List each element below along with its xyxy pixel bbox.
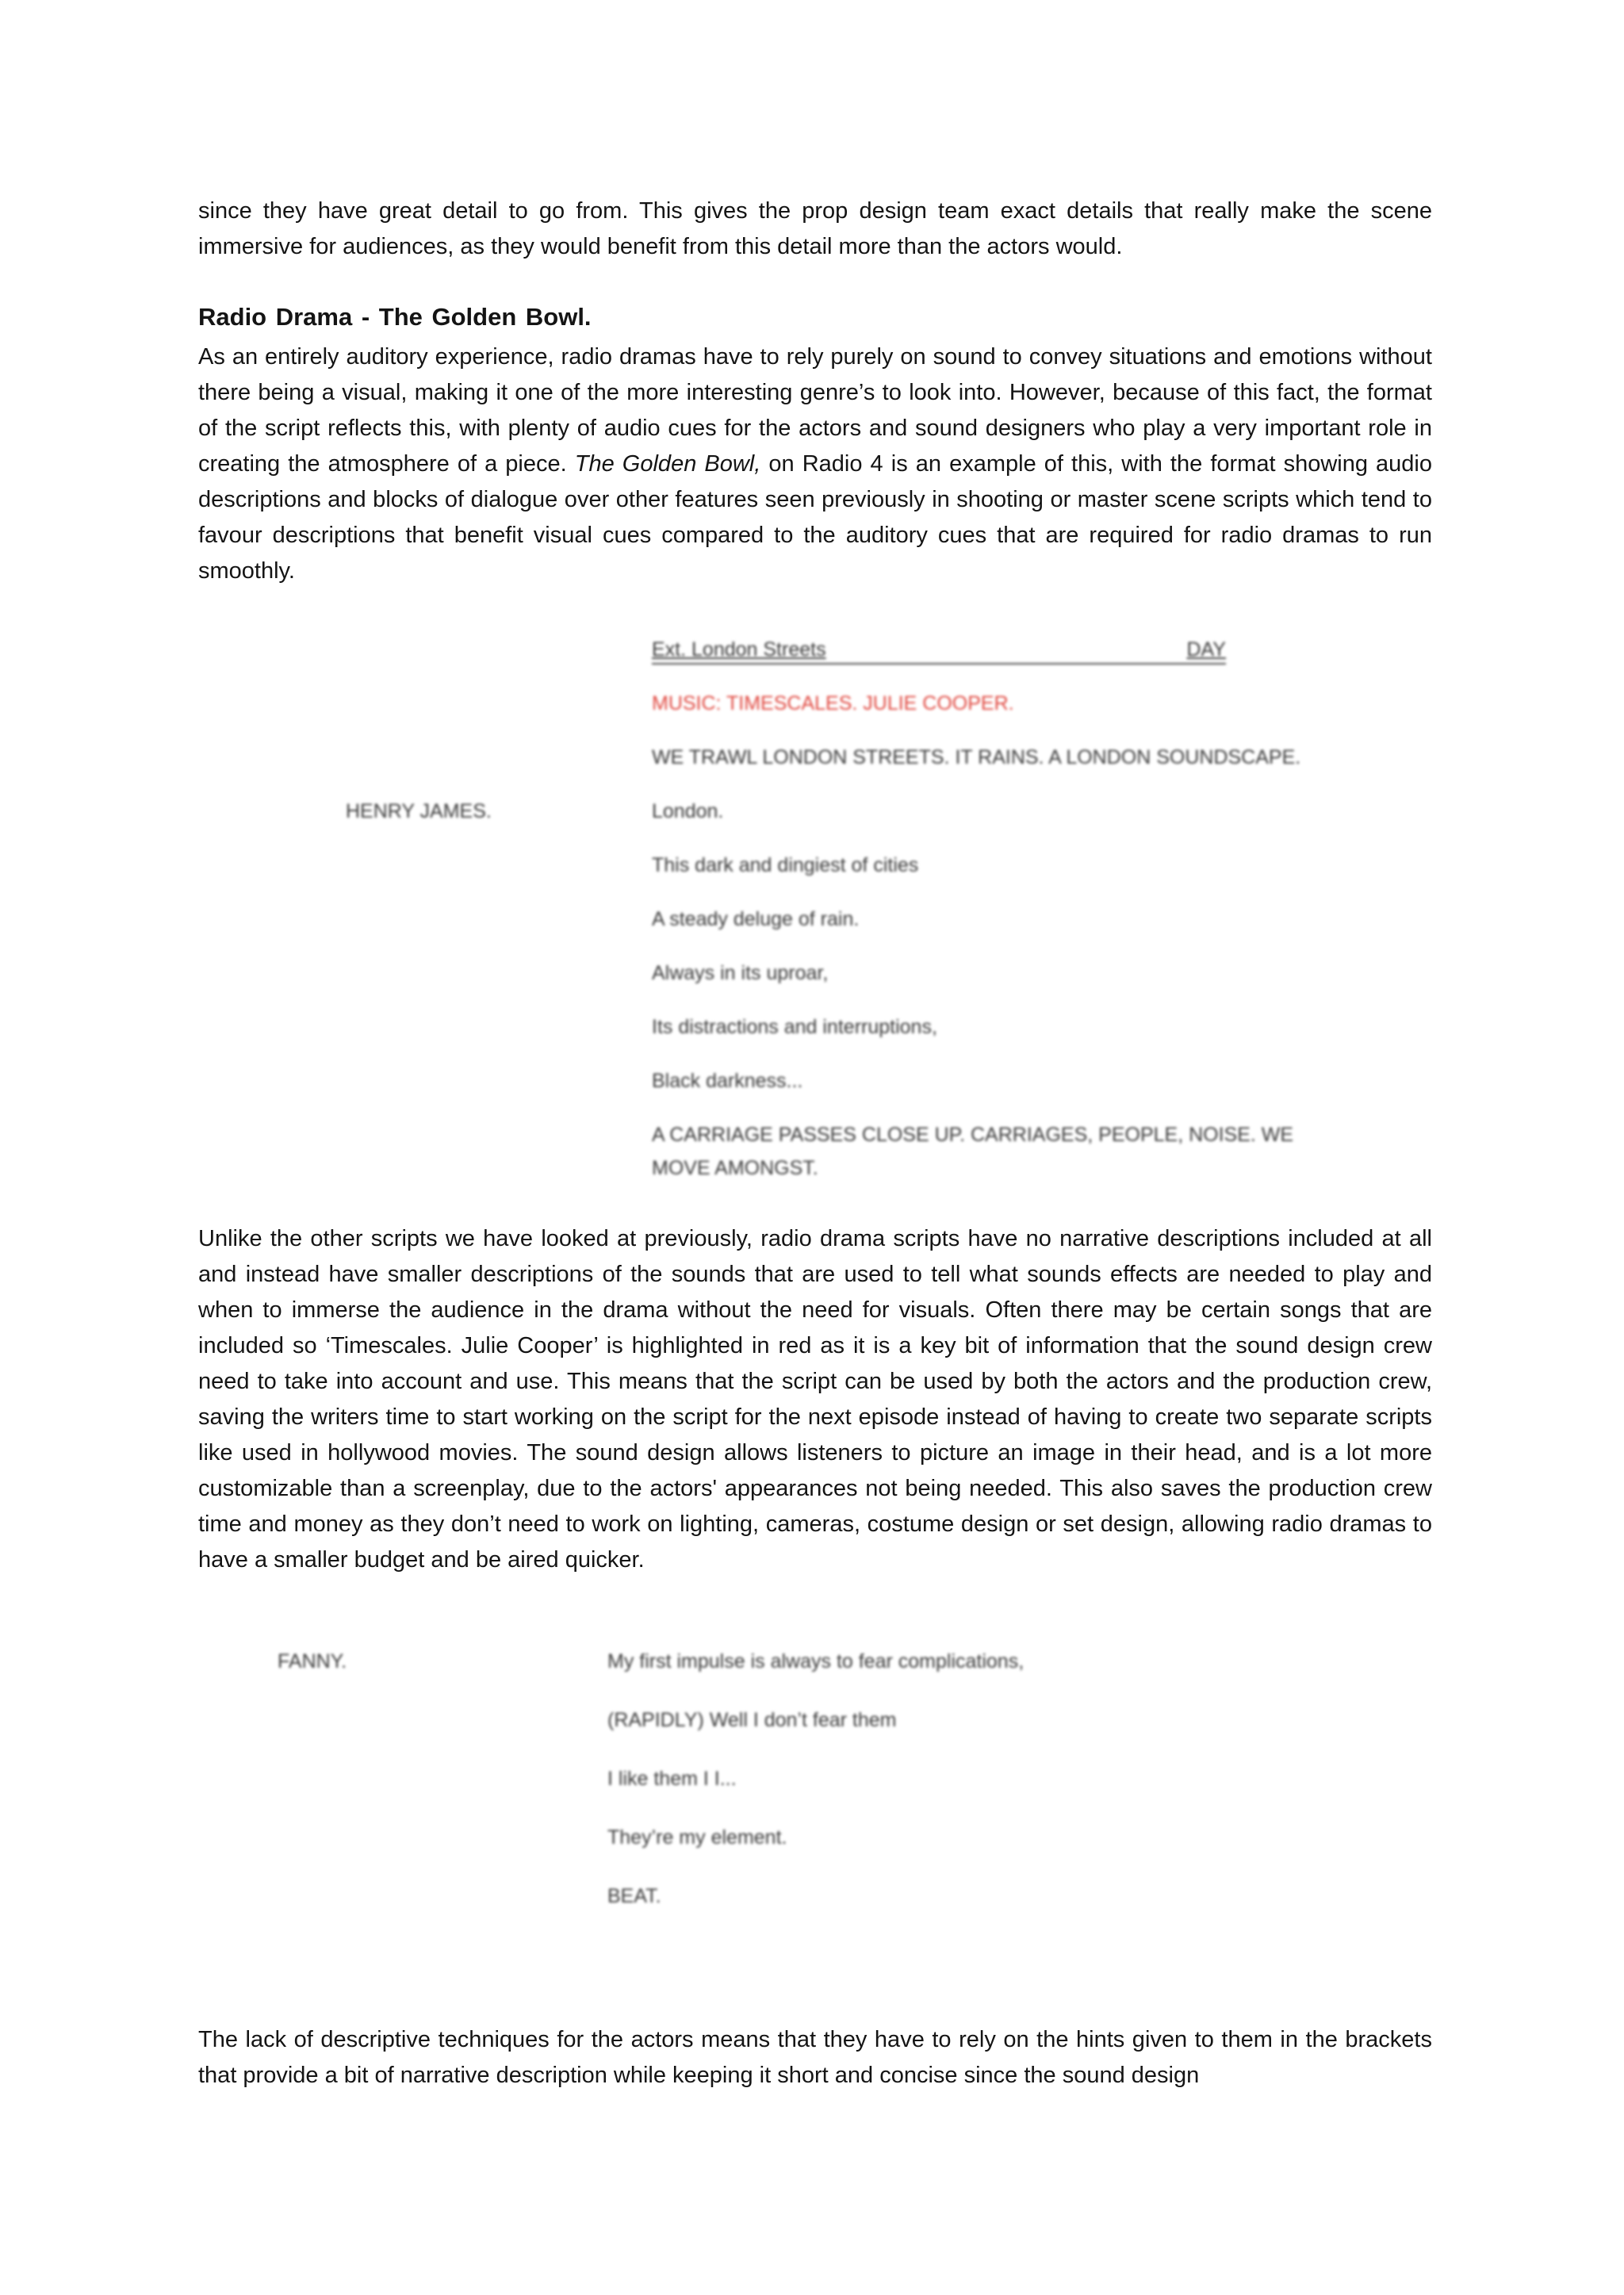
sound-cue: A CARRIAGE PASSES CLOSE UP. CARRIAGES, PEOPLE, NOISE. WE: [652, 1124, 1294, 1146]
dialogue-line: Black darkness...: [652, 1070, 803, 1092]
scene-slug: [652, 636, 1226, 665]
slug-location: Ext. London Streets: [652, 638, 826, 661]
section-heading: Radio Drama - The Golden Bowl.: [198, 303, 592, 331]
dialogue-line: They’re my element.: [607, 1826, 787, 1849]
dialogue-line: Always in its uproar,: [652, 962, 829, 984]
dialogue-line: This dark and dingiest of cities: [652, 854, 919, 876]
paragraph-text: on Radio 4 is an example of this, with the format showing audio descriptions and blocks of dialogue over other features seen previously in shooting or master scene scripts which tend to favour descriptions that benefit visual cues compared to the auditory cues that are required for radio dramas to run smoothly.: [198, 451, 1433, 584]
stage-direction: BEAT.: [607, 1885, 661, 1907]
sound-cue: WE TRAWL LONDON STREETS. IT RAINS. A LONDON SOUNDSCAPE.: [652, 746, 1301, 768]
dialogue-line: My first impulse is always to fear complications,: [607, 1650, 1025, 1672]
paragraph-script-analysis: Unlike the other scripts we have looked at previously, radio drama scripts have no narrative descriptions included at all and instead have smaller descriptions of the sounds that are used to tell what sounds effects are needed to play and when to immerse the audience in the drama without the need for visuals. Often there may be certain songs that are included so ‘Timescales. Julie Cooper’ is highlighted in red as it is a key bit of information that the sound design crew need to take into account and use. This means that the script can be used by both the actors and the production crew, saving the writers time to start working on the script for the next episode instead of having to create two separate scripts like used in hollywood movies. The sound design allows listeners to picture an image in their head, and is a lot more customizable than a screenplay, due to the actors' appearances not being needed. This also saves the production crew time and money as they don’t need to work on lighting, cameras, costume design or set design, allowing radio dramas to have a smaller budget and be aired quicker.: [198, 1226, 1432, 1573]
paragraph-text: As an entirely auditory experience, radio dramas have to rely purely on sound to convey situations and emotions without there being a visual, making it one of the more interesting genre’s to look into. However, because of this fact, the format of the script reflects this, with plenty of audio cues for the actors and sound designers who play a very important role in creating the atmosphere of a piece.: [198, 344, 1432, 477]
slug-time: DAY: [1186, 638, 1226, 661]
sound-cue: MOVE AMONGST.: [652, 1157, 818, 1179]
character-name: FANNY.: [278, 1650, 347, 1672]
paragraph-descriptive-techniques: The lack of descriptive techniques for the actors means that they have to rely on the hints given to them in the brackets that provide a bit of narrative description while keeping it short and concise since the sound design: [198, 2027, 1432, 2088]
dialogue-line: I like them I I...: [607, 1768, 737, 1790]
music-cue: MUSIC: TIMESCALES. JULIE COOPER.: [652, 692, 1014, 715]
dialogue-line: London.: [652, 800, 724, 822]
dialogue-line: A steady deluge of rain.: [652, 908, 860, 930]
dialogue-line: (RAPIDLY) Well I don’t fear them: [607, 1709, 897, 1731]
dialogue-line: Its distractions and interruptions,: [652, 1016, 937, 1038]
title-italic: The Golden Bowl,: [574, 451, 761, 477]
character-name: HENRY JAMES.: [346, 800, 492, 822]
paragraph-intro-continuation: since they have great detail to go from. This gives the prop design team exact details that really make the scene immersive for audiences, as they would benefit from this detail more than the actors would.: [198, 198, 1432, 259]
paragraph-radio-drama: [198, 339, 1432, 589]
